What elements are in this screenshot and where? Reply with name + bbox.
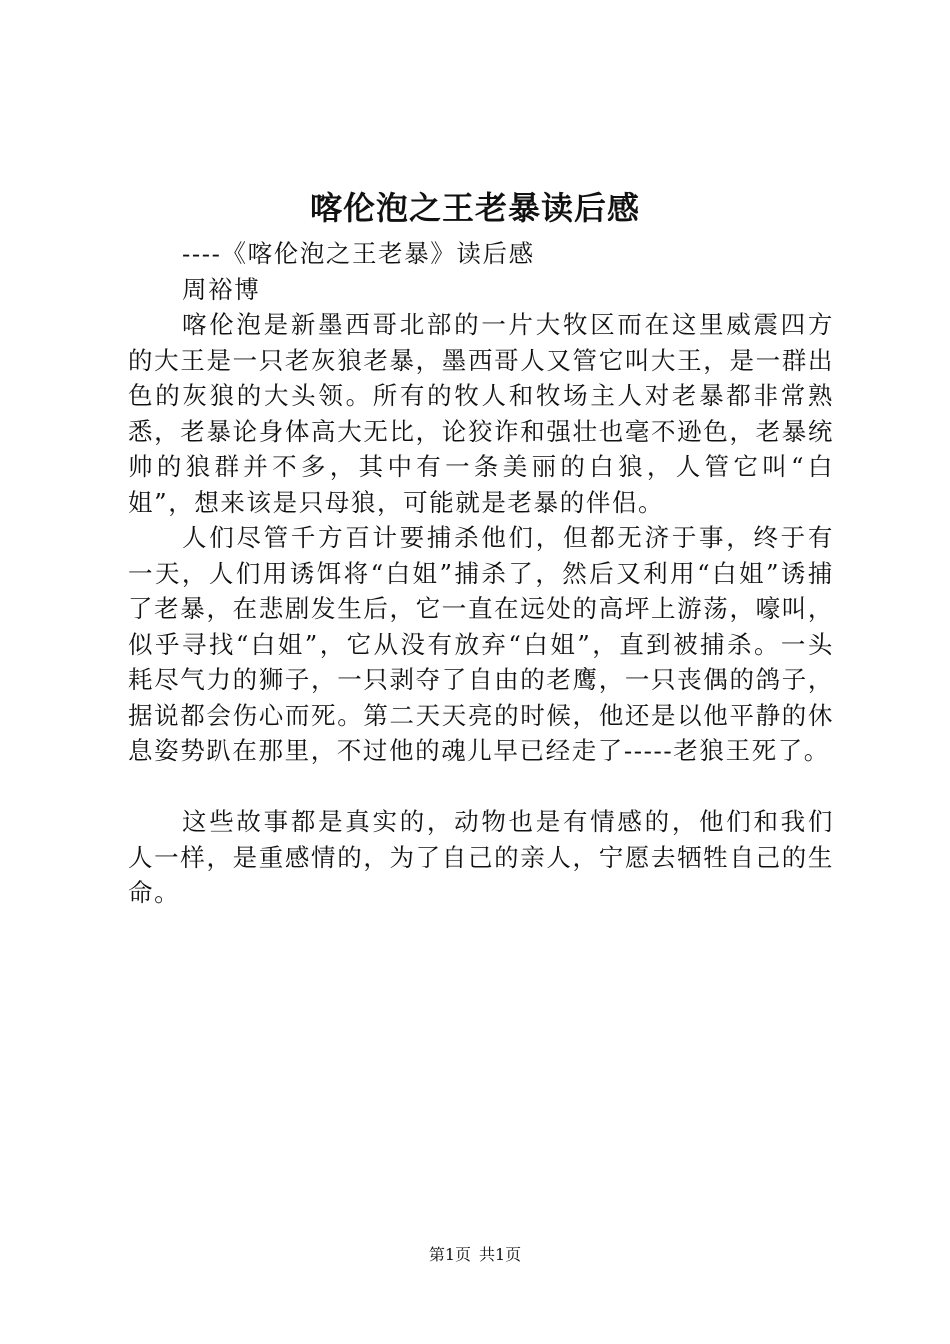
document-body bbox=[128, 236, 834, 911]
document-title: 喀伦泡之王老暴读后感 bbox=[309, 189, 640, 227]
paragraph-spacer bbox=[128, 769, 834, 805]
paragraph-3: 这些故事都是真实的，动物也是有情感的，他们和我们人一样，是重感情的，为了自己的亲人，宁愿去牺牲自己的生命。 bbox=[128, 807, 834, 907]
page-footer bbox=[0, 1244, 950, 1266]
subtitle: ----《喀伦泡之王老暴》读后感 bbox=[182, 239, 535, 268]
author-name: 周裕博 bbox=[182, 274, 261, 304]
page-number-total: 共1页 bbox=[479, 1245, 522, 1264]
paragraph-2: 人们尽管千方百计要捕杀他们，但都无济于事，终于有一天，人们用诱饵将“白姐”捕杀了，然后又利用“白姐”诱捕了老暴，在悲剧发生后，它一直在远处的高坪上游荡，嚎叫，似乎寻找“白姐”，它从没有放弃“白姐”，直到被捕杀。一头耗尽气力的狮子，一只剥夺了自由的老鹰，一只丧偶的鸽子，据说都会伤心而死。第二天天亮的时候，他还是以他平静的休息姿势趴在那里，不过他的魂儿早已经走了-----老狼王死了。 bbox=[128, 523, 834, 765]
paragraph-1: 喀伦泡是新墨西哥北部的一片大牧区而在这里威震四方的大王是一只老灰狼老暴，墨西哥人又管它叫大王，是一群出色的灰狼的大头领。所有的牧人和牧场主人对老暴都非常熟悉，老暴论身体高大无比，论狡诈和强壮也毫不逊色，老暴统帅的狼群并不多，其中有一条美丽的白狼，人管它叫“白姐”，想来该是只母狼，可能就是老暴的伴侣。 bbox=[128, 310, 834, 517]
page-number-current: 第1页 bbox=[428, 1245, 471, 1264]
